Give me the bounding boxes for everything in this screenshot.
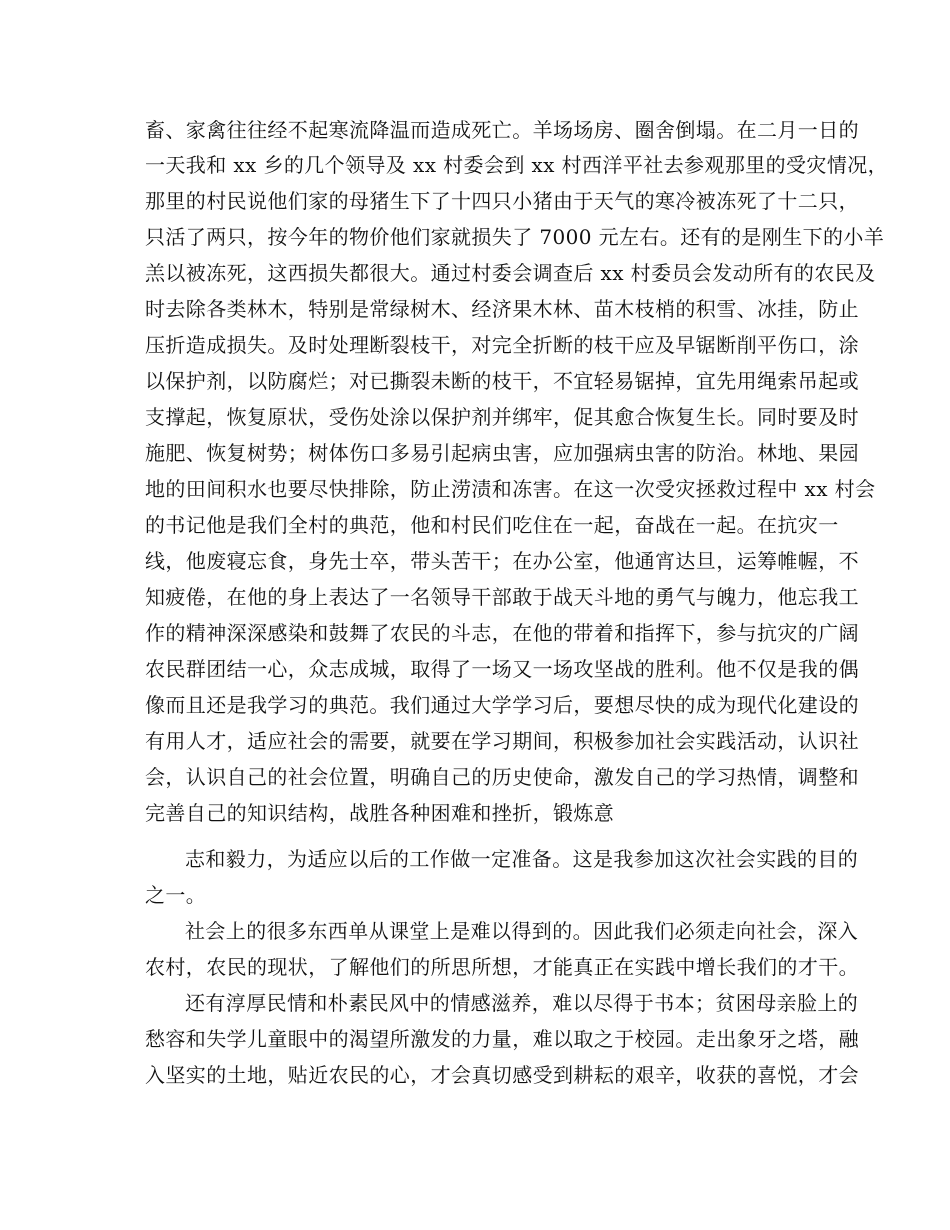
text-line: 还有淳厚民情和朴素民风中的情感滋养，难以尽得于书本；贫困母亲脸上的 (185, 991, 859, 1015)
text-line: 知疲倦，在他的身上表达了一名领导干部敢于战天斗地的勇气与魄力，他忘我工 (145, 585, 859, 609)
text-line: 只活了两只，按今年的物价他们家就损失了 7000 元左右。还有的是刚生下的小羊 (145, 225, 885, 249)
text-line: 支撑起，恢复原状，受伤处涂以保护剂并绑牢，促其愈合恢复生长。同时要及时 (145, 405, 859, 429)
text-line: 施肥、恢复树势；树体伤口多易引起病虫害，应加强病虫害的防治。林地、果园 (145, 441, 859, 465)
text-line: 社会上的很多东西单从课堂上是难以得到的。因此我们必须走向社会，深入 (185, 919, 859, 943)
text-line: 作的精神深深感染和鼓舞了农民的斗志，在他的带着和指挥下，参与抗灾的广阔 (145, 621, 859, 645)
text-line: 会，认识自己的社会位置，明确自己的历史使命，激发自己的学习热情，调整和 (145, 765, 859, 789)
text-line: 压折造成损失。及时处理断裂枝干，对完全折断的枝干应及早锯断削平伤口，涂 (145, 333, 859, 357)
text-line: 羔以被冻死，这西损失都很大。通过村委会调查后 xx 村委员会发动所有的农民及 (145, 261, 876, 285)
text-line: 有用人才，适应社会的需要，就要在学习期间，积极参加社会实践活动，认识社 (145, 729, 859, 753)
text-line: 一天我和 xx 乡的几个领导及 xx 村委会到 xx 村西洋平社去参观那里的受灾情况， (145, 153, 889, 177)
text-line: 时去除各类林木，特别是常绿树木、经济果木林、苗木枝梢的积雪、冰挂，防止 (145, 297, 859, 321)
text-line: 农民群团结一心，众志成城，取得了一场又一场攻坚战的胜利。他不仅是我的偶 (145, 657, 859, 681)
text-line: 像而且还是我学习的典范。我们通过大学学习后，要想尽快的成为现代化建设的 (145, 693, 859, 717)
text-line: 愁容和失学儿童眼中的渴望所激发的力量，难以取之于校园。走出象牙之塔，融 (145, 1027, 859, 1051)
text-line: 畜、家禽往往经不起寒流降温而造成死亡。羊场场房、圈舍倒塌。在二月一日的 (145, 118, 859, 142)
text-line: 入坚实的土地，贴近农民的心，才会真切感受到耕耘的艰辛，收获的喜悦，才会 (145, 1063, 859, 1087)
text-line: 地的田间积水也要尽快排除，防止涝渍和冻害。在这一次受灾拯救过程中 xx 村会 (145, 477, 876, 501)
text-line: 线，他废寝忘食，身先士卒，带头苦干；在办公室，他通宵达旦，运筹帷幄，不 (145, 549, 859, 573)
text-line: 之一。 (145, 883, 207, 907)
text-line: 的书记他是我们全村的典范，他和村民们吃住在一起，奋战在一起。在抗灾一 (145, 513, 839, 537)
text-line: 那里的村民说他们家的母猪生下了十四只小猪由于天气的寒冷被冻死了十二只， (145, 189, 859, 213)
text-line: 志和毅力，为适应以后的工作做一定准备。这是我参加这次社会实践的目的 (185, 847, 859, 871)
text-line: 以保护剂，以防腐烂；对已撕裂未断的枝干，不宜轻易锯掉，宜先用绳索吊起或 (145, 369, 859, 393)
text-line: 农村，农民的现状，了解他们的所思所想，才能真正在实践中增长我们的才干。 (145, 955, 859, 979)
text-line: 完善自己的知识结构，战胜各种困难和挫折，锻炼意 (145, 801, 615, 825)
